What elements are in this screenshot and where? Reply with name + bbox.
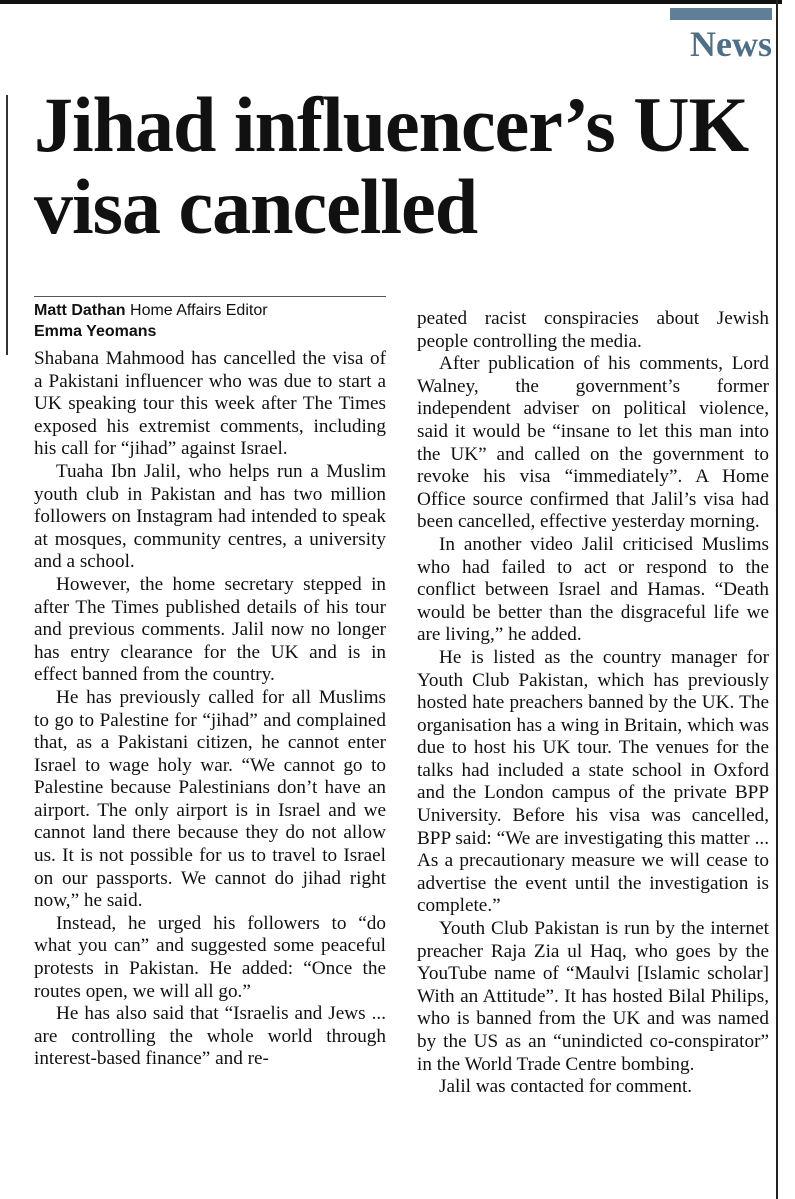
paragraph: He has previously called for all Muslims to go to Palestine for “jihad” and complained that, as a Pakistani citizen, he cannot enter Israel to wage holy war. “We cannot go to Palestine because Palestinians don’t have an airport. The only airport is in Israel and we cannot land there because they do not allow us. It is not possible for us to travel to Israel on our passports. We cannot do jihad right now,” he said. [34,686,386,912]
byline-line-1 [34,300,394,321]
right-column-rule [776,0,778,1199]
headline: Jihad influencer’s UK visa cancelled [34,81,749,250]
paragraph: He is listed as the country manager for Youth Club Pakistan, which has previously hosted hate preachers banned by the UK. The organisation has a wing in Britain, which was due to host his UK tour. The venues for the talks had included a state school in Oxford and the London campus of the private BPP University. Before his visa was cancelled, BPP said: “We are investigating this matter ... As a precautionary measure we will cease to advertise the event until the investigation is complete.” [417,646,769,917]
paragraph: However, the home secretary stepped in after The Times published details of his tour and previous comments. Jalil now no longer has entry clearance for the UK and is in effect banned from the country. [34,573,386,686]
paragraph: Jalil was contacted for comment. [439,1076,693,1098]
paragraph: After publication of his comments, Lord Walney, the government’s former independent adviser on political violence, said it would be “insane to let this man into the UK” and called on the government to revoke his visa “immediately”. A Home Office source confirmed that Jalil’s visa had been cancelled, effective yesterday morning. [417,353,769,533]
paragraph: Instead, he urged his followers to “do what you can” and suggested some peaceful protests in Pakistan. He added: “Once the routes open, we will all go.” [34,912,386,1002]
paragraph: He has also said that “Israelis and Jews ... are controlling the whole world through interest-based finance” and re- [34,1003,386,1070]
article-column-right [417,308,769,1099]
top-rule [0,0,782,4]
author-role: Home Affairs Editor [130,302,268,319]
byline-line-2 [34,321,394,342]
paragraph: Tuaha Ibn Jalil, who helps run a Muslim youth club in Pakistan and has two million followers on Instagram had intended to speak at mosques, community centres, a university and a school. [34,460,386,573]
paragraph: peated racist conspiracies about Jewish people controlling the media. [417,308,769,352]
paragraph: Shabana Mahmood has cancelled the visa of a Pakistani influencer who was due to start a UK speaking tour this week after The Times exposed his extremist comments, including his call for “jihad” against Israel. [34,348,386,460]
paragraph: In another video Jalil criticised Muslims who had failed to act or respond to the conflict between Israel and Hamas. “Death would be better than the disgraceful life we are living,” he added. [417,533,769,646]
section-color-bar [670,8,772,20]
paragraph: Youth Club Pakistan is run by the internet preacher Raja Zia ul Haq, who goes by the YouTube name of “Maulvi [Islamic scholar] With an Attitude”. It has hosted Bilal Philips, who is banned from the UK and was named by the US as an “unindicted co-conspirator” in the World Trade Centre bombing. [417,918,769,1075]
author-name: Matt Dathan [34,302,126,319]
left-margin-rule [6,95,8,355]
article-column-left [34,348,386,1071]
section-label: News [690,24,772,64]
byline-rule [34,296,386,297]
author-name: Emma Yeomans [34,323,157,340]
byline [34,300,394,342]
